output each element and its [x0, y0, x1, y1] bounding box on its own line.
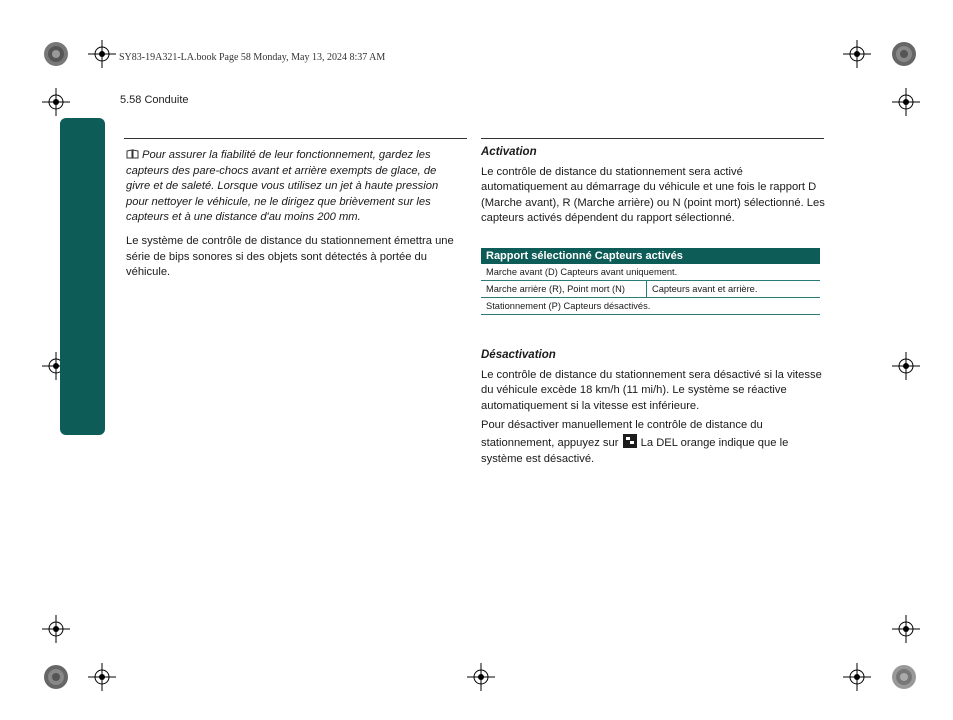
left-column: [126, 148, 456, 281]
table-cell: Marche arrière (R), Point mort (N): [481, 281, 647, 298]
color-wheel-icon: [890, 40, 918, 68]
table-row: [481, 298, 820, 315]
activation-title: Activation: [481, 146, 537, 158]
warning-book-icon: [126, 149, 139, 159]
park-sensor-button-icon: [623, 434, 637, 448]
registration-mark-icon: [892, 352, 920, 380]
deactivation-text-b: La DEL orange indique que le système est désactivé.: [481, 436, 789, 465]
table-row: [481, 264, 820, 281]
color-wheel-icon: [42, 40, 70, 68]
warning-note: [126, 148, 456, 226]
registration-mark-icon: [88, 40, 116, 68]
print-header: SY83-19A321-LA.book Page 58 Monday, May 13, 2024 8:37 AM: [119, 52, 386, 63]
registration-mark-icon: [467, 663, 495, 691]
table-cell: Marche avant (D) Capteurs avant uniquement.: [481, 264, 820, 281]
running-head: 5.58 Conduite: [120, 94, 189, 106]
deactivation-body-1: Le contrôle de distance du stationnement sera désactivé si la vitesse du véhicule excède 18 km/h (11 mi/h). Le système se réactive automatiquement si la vitesse est inférieure.: [481, 368, 822, 412]
table-cell: Stationnement (P) Capteurs désactivés.: [481, 298, 820, 315]
table-header: Rapport sélectionné Capteurs activés: [481, 248, 820, 264]
table-cell: Capteurs avant et arrière.: [647, 281, 821, 298]
deactivation-body-2: [481, 418, 826, 467]
deactivation-title: Désactivation: [481, 349, 556, 361]
color-wheel-icon: [890, 663, 918, 691]
warning-text: Pour assurer la fiabilité de leur fonctionnement, gardez les capteurs des pare-chocs avant et arrière exempts de glace, de givre et de saleté. Lorsque vous utilisez un jet à haute pression pour nettoyer le véhicule, ne le dirigez que brièvement sur les capteurs et à une distance d'au moins 200 mm.: [126, 149, 439, 224]
right-column-rule: [481, 138, 824, 139]
table-row: [481, 281, 820, 298]
registration-mark-icon: [42, 615, 70, 643]
registration-mark-icon: [892, 88, 920, 116]
deactivation-text-a: Pour désactiver manuellement le contrôle de distance du stationnement, appuyez sur: [481, 419, 763, 449]
left-column-rule: [124, 138, 467, 139]
chapter-tab: [60, 118, 105, 435]
registration-mark-icon: [892, 615, 920, 643]
registration-mark-icon: [88, 663, 116, 691]
registration-mark-icon: [42, 88, 70, 116]
activation-body: Le contrôle de distance du stationnement sera activé automatiquement au démarrage du véhicule et une fois le rapport D (Marche avant), R (Marche arrière) ou N (point mort) sélectionné. Les capteurs activés dépendent du rapport sélectionné.: [481, 165, 825, 225]
gear-sensor-table: [481, 248, 820, 315]
activation-section: [481, 145, 826, 227]
registration-mark-icon: [843, 663, 871, 691]
color-wheel-icon: [42, 663, 70, 691]
left-body: Le système de contrôle de distance du stationnement émettra une série de bips sonores si des objets sont détectés à portée du véhicule.: [126, 234, 454, 279]
registration-mark-icon: [843, 40, 871, 68]
deactivation-section: [481, 348, 826, 467]
